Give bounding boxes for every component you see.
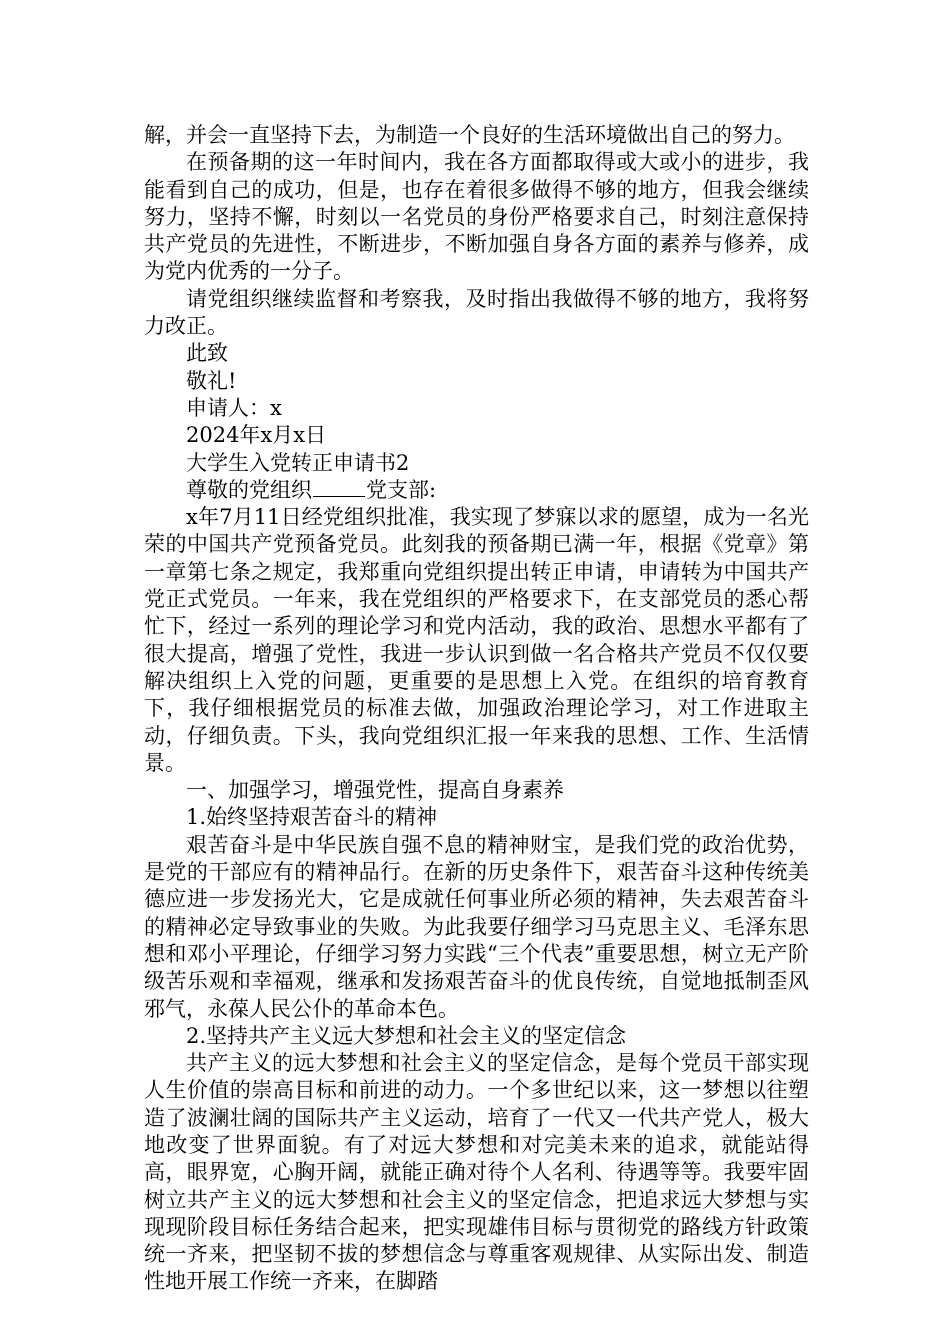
fill-in-blank (313, 495, 365, 497)
greeting-prefix: 尊敬的党组织 (186, 477, 312, 502)
subsection-heading-1: 1.始终坚持艰苦奋斗的精神 (186, 805, 438, 830)
date-line: 2024年x月x日 (186, 423, 327, 448)
paragraph-request-supervision: 请党组织继续监督和考察我，及时指出我做得不够的地方，我将努力改正。 (144, 286, 809, 339)
document-title: 大学生入党转正申请书2 (186, 450, 410, 475)
paragraph-progress: 在预备期的这一年时间内，我在各方面都取得或大或小的进步，我能看到自己的成功，但是，也存在着很多做得不够的地方，但我会继续努力，坚持不懈，时刻以一名党员的身份严格要求自己，时刻注意保持共产党员的先进性，不断进步，不断加强自身各方面的素养与修养，成为党内优秀的一分子。 (144, 150, 809, 284)
document-page (144, 122, 809, 1296)
paragraph-application: x年7月11日经党组织批准，我实现了梦寐以求的愿望，成为一名光荣的中国共产党预备党员。此刻我的预备期已满一年，根据《党章》第一章第七条之规定，我郑重向党组织提出转正申请，申请转为中国共产党正式党员。一年来，我在党组织的严格要求下，在支部党员的悉心帮忙下，经过一系列的理论学习和党内活动，我的政治、思想水平都有了很大提高，增强了党性，我进一步认识到做一名合格共产党员不仅仅要解决组织上入党的问题，更重要的是思想上入党。在组织的培育教育下，我仔细根据党员的标准去做，加强政治理论学习，对工作进取主动，仔细负责。下头，我向党组织汇报一年来我的思想、工作、生活情景。 (144, 505, 809, 775)
closing-salutation: 此致 (186, 341, 228, 366)
paragraph-hard-work: 艰苦奋斗是中华民族自强不息的精神财宝，是我们党的政治优势，是党的干部应有的精神品行。在新的历史条件下，艰苦奋斗这种传统美德应进一步发扬光大，它是成就任何事业所必须的精神，失去艰苦奋斗的精神必定导致事业的失败。为此我要仔细学习马克思主义、毛泽东思想和邓小平理论，仔细学习努力实践“三个代表”重要思想，树立无产阶级苦乐观和幸福观，继承和发扬艰苦奋斗的优良传统，自觉地抵制歪风邪气，永葆人民公仆的革命本色。 (144, 832, 809, 1021)
subsection-heading-2: 2.坚持共产主义远大梦想和社会主义的坚定信念 (186, 1023, 627, 1048)
paragraph-intro-continuation: 解，并会一直坚持下去，为制造一个良好的生活环境做出自己的努力。 (144, 123, 795, 147)
applicant-signature: 申请人：x (186, 395, 282, 420)
greeting-suffix: 党支部: (366, 477, 437, 502)
paragraph-ideals: 共产主义的远大梦想和社会主义的坚定信念，是每个党员干部实现人生价值的崇高目标和前进的动力。一个多世纪以来，这一梦想以往塑造了波澜壮阔的国际共产主义运动，培育了一代又一代共产党人，极大地改变了世界面貌。有了对远大梦想和对完美未来的追求，就能站得高，眼界宽，心胸开阔，就能正确对待个人名利、待遇等等。我要牢固树立共产主义的远大梦想和社会主义的坚定信念，把追求远大梦想与实现现阶段目标任务结合起来，把实现雄伟目标与贯彻党的路线方针政策统一齐来，把坚韧不拔的梦想信念与尊重客观规律、从实际出发、制造性地开展工作统一齐来，在脚踏 (144, 1051, 809, 1294)
greeting-line (144, 477, 809, 504)
section-heading-1: 一、加强学习，增强党性，提高自身素养 (186, 778, 564, 803)
closing-respect: 敬礼! (186, 368, 237, 393)
